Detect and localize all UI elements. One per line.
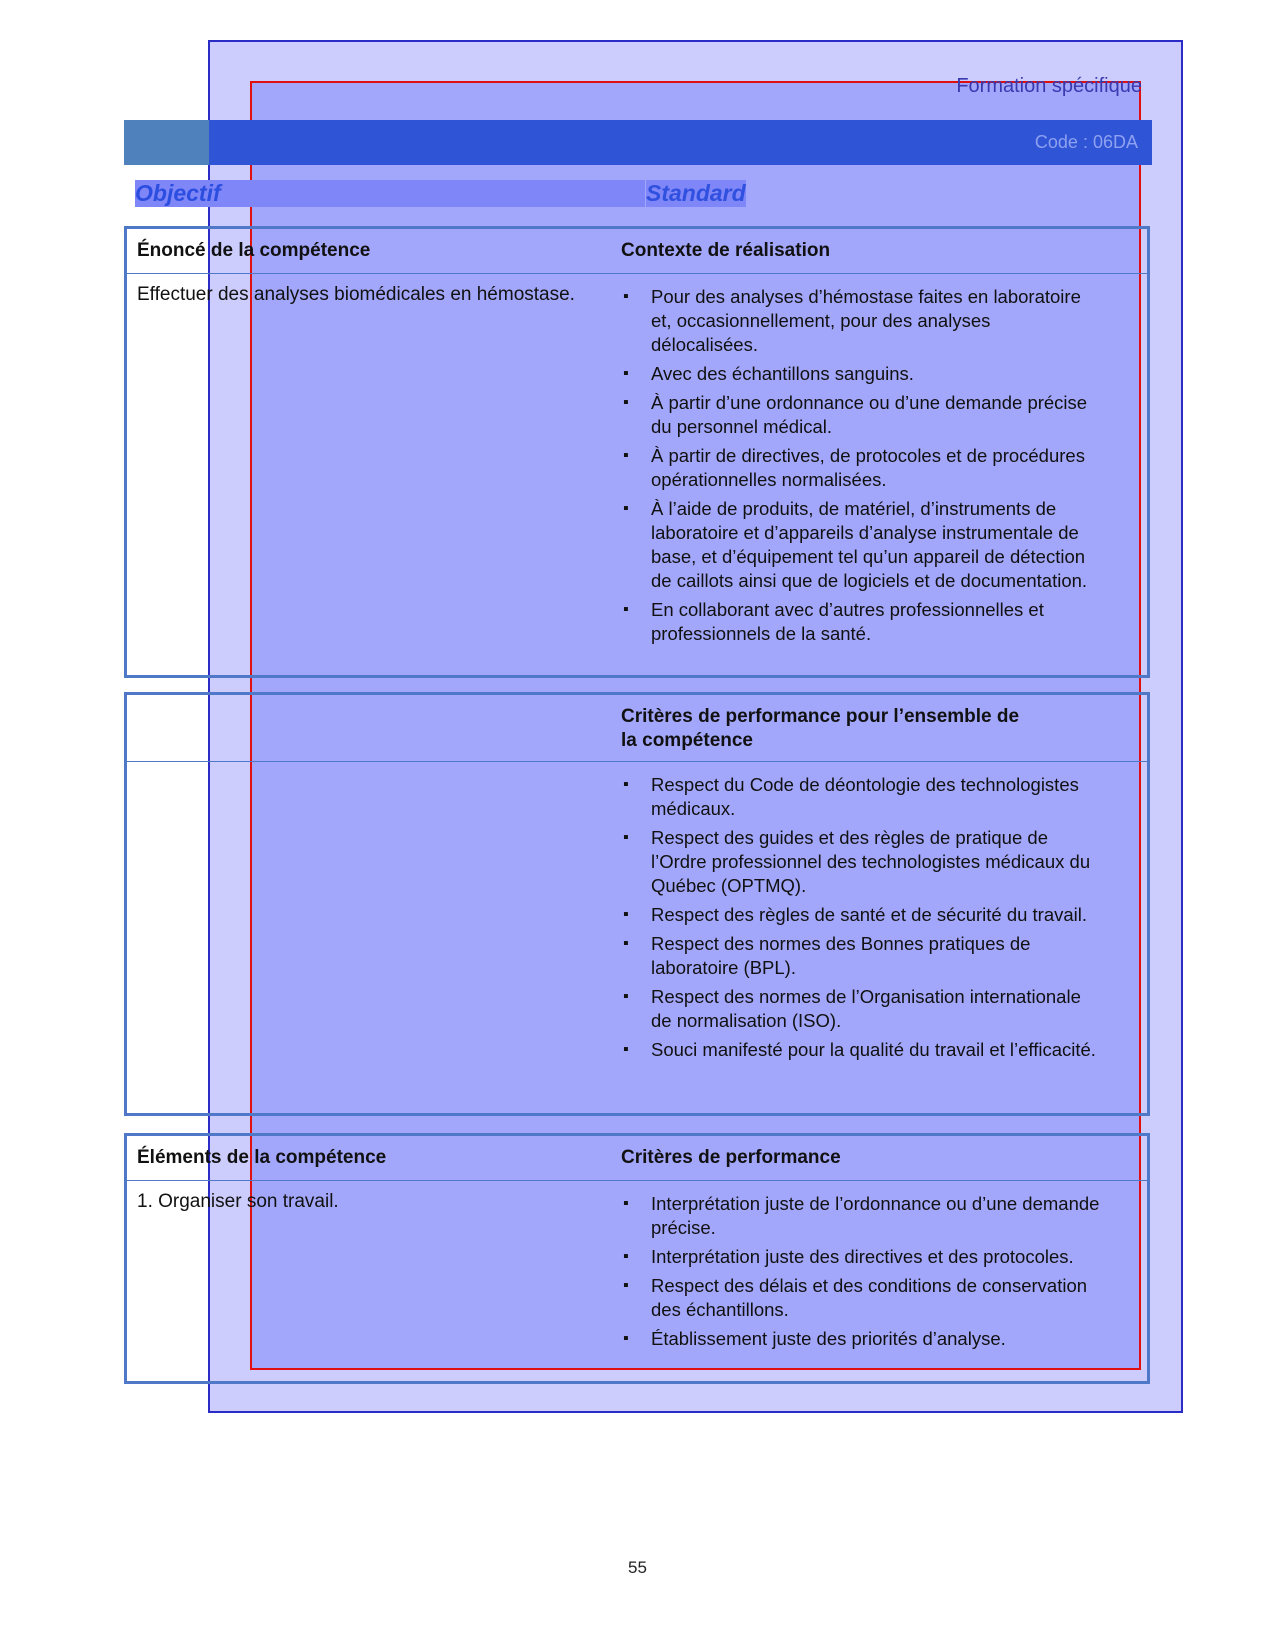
list-item: ▪ Établissement juste des priorités d’analyse. (623, 1328, 1006, 1349)
statement-text: Effectuer des analyses biomédicales en hémostase. (137, 284, 575, 305)
overall-criteria-head (127, 695, 1147, 762)
list-item: ▪ Respect des guides et des règles de pratique de l’Ordre professionnel des technologistes médicaux du Québec (OPTMQ). (623, 827, 1091, 896)
objective-heading: Objectif (135, 180, 645, 207)
criteria-title: Critères de performance (621, 1147, 841, 1168)
list-item: ▪ À partir de directives, de protocoles et de procédures opérationnelles normalisées. (623, 445, 1085, 490)
statement-title: Énoncé de la compétence (137, 240, 371, 261)
elements-title: Éléments de la compétence (137, 1147, 387, 1168)
context-title: Contexte de réalisation (621, 240, 831, 261)
context-list (621, 285, 1101, 651)
criteria-list (621, 1192, 1101, 1356)
standard-heading: Standard (646, 180, 746, 206)
list-item: ▪ Interprétation juste des directives et des protocoles. (623, 1246, 1074, 1267)
competency-box (124, 226, 1150, 678)
elements-box (124, 1133, 1150, 1384)
overall-criteria-list (621, 773, 1101, 1067)
list-item: ▪ Respect des délais et des conditions de conservation des échantillons. (623, 1275, 1088, 1320)
list-item: ▪ Respect des normes de l’Organisation internationale de normalisation (ISO). (623, 986, 1081, 1031)
overall-criteria-title: Critères de performance pour l’ensemble de la compétence (621, 706, 1020, 751)
page-number: 55 (628, 1558, 647, 1577)
list-item: ▪ Pour des analyses d’hémostase faites en laboratoire et, occasionnellement, pour des analyses délocalisées. (623, 286, 1081, 355)
code-label-text: Code : (1034, 132, 1088, 152)
list-item: ▪ Interprétation juste de l’ordonnance ou d’une demande précise. (623, 1193, 1100, 1238)
list-item: ▪ Souci manifesté pour la qualité du travail et l’efficacité. (623, 1039, 1096, 1060)
list-item: ▪ Respect des normes des Bonnes pratiques de laboratoire (BPL). (623, 933, 1031, 978)
elements-head (127, 1136, 1147, 1181)
list-item: ▪ À l’aide de produits, de matériel, d’instruments de laboratoire et d’appareils d’analyse instrumentale de base, et d’équipement tel qu’un appareil de détection de caillots ainsi que de logiciels et de documentation. (623, 498, 1088, 591)
list-item: ▪ Avec des échantillons sanguins. (623, 363, 914, 384)
section-label: Formation spécifique (956, 75, 1142, 97)
code-value: 06DA (1092, 132, 1138, 152)
element-1: 1. Organiser son travail. (137, 1191, 339, 1212)
competency-box-head (127, 229, 1147, 274)
list-item: ▪ En collaborant avec d’autres professionnelles et professionnels de la santé. (623, 599, 1044, 644)
header-band (124, 120, 1152, 165)
list-item: ▪ Respect du Code de déontologie des technologistes médicaux. (623, 774, 1079, 819)
code-label (1035, 132, 1138, 153)
list-item: ▪ Respect des règles de santé et de sécurité du travail. (623, 904, 1088, 925)
overall-criteria-box (124, 692, 1150, 1116)
list-item: ▪ À partir d’une ordonnance ou d’une demande précise du personnel médical. (623, 392, 1088, 437)
